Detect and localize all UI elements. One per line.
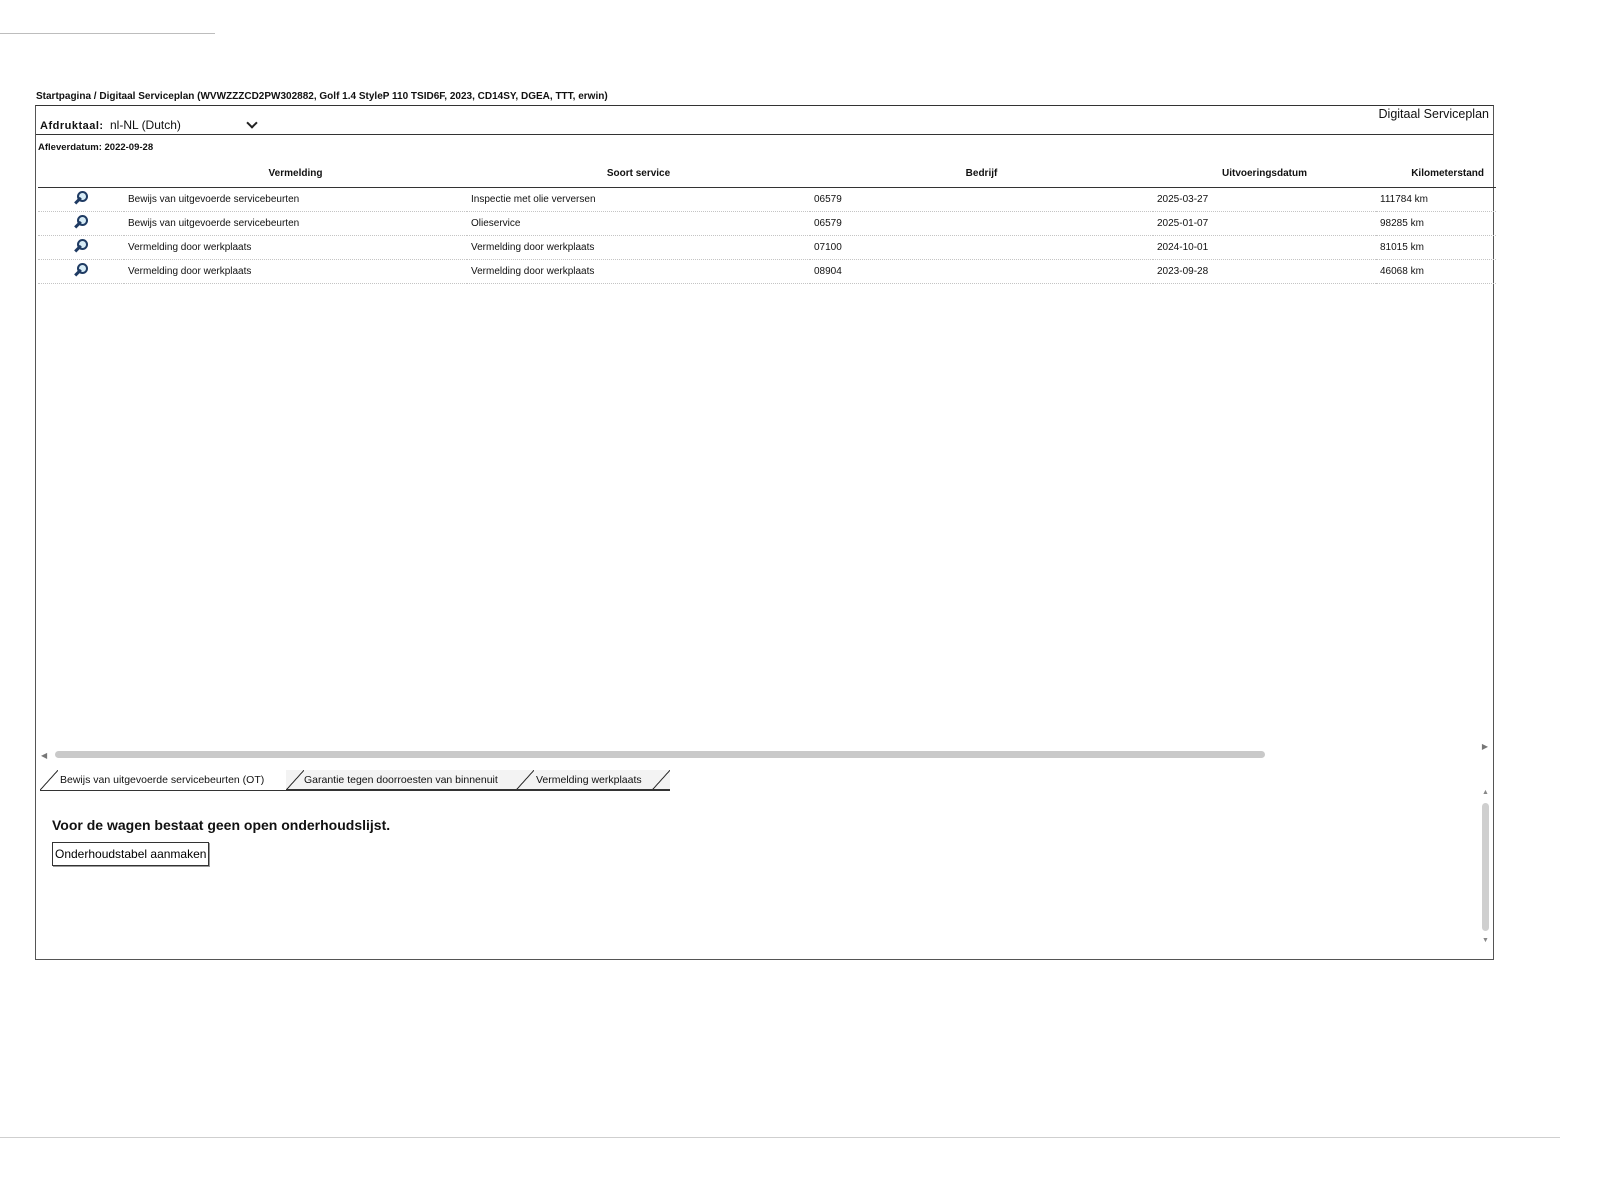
- cell-uitvoeringsdatum: 2025-01-07: [1153, 212, 1376, 236]
- magnifier-icon[interactable]: [73, 262, 89, 278]
- vertical-scrollbar[interactable]: [1481, 789, 1491, 944]
- breadcrumb[interactable]: Startpagina / Digitaal Serviceplan (WVWZZZCD2PW302882, Golf 1.4 StyleP 110 TSID6F, 2023, CD14SY, DGEA, TTT, erwin): [36, 91, 608, 102]
- tab-label: Garantie tegen doorroesten van binnenuit: [304, 774, 498, 786]
- table-row: [38, 188, 1496, 212]
- cell-uitvoeringsdatum: 2024-10-01: [1153, 236, 1376, 260]
- tab-slash-decoration: [516, 770, 534, 790]
- table-row: [38, 260, 1496, 284]
- table-header-row: [38, 160, 1496, 188]
- cell-soort-service: Vermelding door werkplaats: [467, 236, 810, 260]
- cell-bedrijf: 06579: [810, 212, 1153, 236]
- cell-kilometerstand: 46068 km: [1376, 260, 1496, 284]
- print-language-value: nl-NL (Dutch): [110, 118, 181, 132]
- scroll-left-icon[interactable]: ◀: [41, 751, 48, 760]
- cell-uitvoeringsdatum: 2023-09-28: [1153, 260, 1376, 284]
- header-icon-column: [38, 160, 124, 188]
- cell-kilometerstand: 111784 km: [1376, 188, 1496, 212]
- chevron-down-icon: [246, 117, 257, 128]
- cell-bedrijf: 08904: [810, 260, 1153, 284]
- cell-soort-service: Inspectie met olie verversen: [467, 188, 810, 212]
- cell-kilometerstand: 98285 km: [1376, 212, 1496, 236]
- table-row: [38, 236, 1496, 260]
- tab-slash-decoration: [652, 770, 670, 790]
- tab-vermelding-werkplaats[interactable]: [516, 770, 670, 790]
- cell-soort-service: Vermelding door werkplaats: [467, 260, 810, 284]
- row-icon-cell: [38, 188, 124, 212]
- row-icon-cell: [38, 212, 124, 236]
- tab-underline: [40, 790, 670, 791]
- tab-label: Bewijs van uitgevoerde servicebeurten (OT): [60, 774, 265, 786]
- cell-vermelding: Vermelding door werkplaats: [124, 260, 467, 284]
- header-vermelding: Vermelding: [124, 160, 467, 188]
- magnifier-icon[interactable]: [73, 190, 89, 206]
- horizontal-scrollbar[interactable]: [41, 742, 1488, 762]
- scan-edge-line: [0, 33, 215, 34]
- row-icon-cell: [38, 236, 124, 260]
- header-bedrijf: Bedrijf: [810, 160, 1153, 188]
- horizontal-scroll-thumb[interactable]: [55, 751, 1265, 758]
- cell-bedrijf: 06579: [810, 188, 1153, 212]
- delivery-date: Afleverdatum: 2022-09-28: [38, 142, 154, 153]
- scan-edge-line: [0, 1137, 1560, 1138]
- cell-uitvoeringsdatum: 2025-03-27: [1153, 188, 1376, 212]
- service-plan-frame: [35, 105, 1494, 960]
- cell-soort-service: Olieservice: [467, 212, 810, 236]
- row-icon-cell: [38, 260, 124, 284]
- scroll-right-icon[interactable]: ▶: [1481, 742, 1488, 751]
- magnifier-icon[interactable]: [73, 214, 89, 230]
- create-maintenance-table-button[interactable]: Onderhoudstabel aanmaken: [52, 842, 209, 866]
- vertical-scroll-thumb[interactable]: [1482, 803, 1489, 931]
- app-title: Digitaal Serviceplan: [1378, 107, 1489, 121]
- scroll-down-icon[interactable]: ▼: [1482, 937, 1489, 944]
- print-language-select[interactable]: [106, 117, 256, 134]
- header-kilometerstand: Kilometerstand: [1376, 160, 1496, 188]
- tab-slash-decoration: [286, 770, 304, 790]
- cell-bedrijf: 07100: [810, 236, 1153, 260]
- header-soort-service: Soort service: [467, 160, 810, 188]
- print-language-bar: [36, 106, 1493, 135]
- table-row: [38, 212, 1496, 236]
- header-uitvoeringsdatum: Uitvoeringsdatum: [1153, 160, 1376, 188]
- tab-slash-decoration: [40, 770, 58, 790]
- tab-bewijs-servicebeurten[interactable]: [40, 770, 286, 790]
- no-maintenance-list-message: Voor de wagen bestaat geen open onderhoudslijst.: [52, 817, 391, 833]
- cell-kilometerstand: 81015 km: [1376, 236, 1496, 260]
- tab-label: Vermelding werkplaats: [536, 774, 642, 786]
- print-language-label: Afdruktaal:: [40, 120, 104, 132]
- service-history-table: [38, 160, 1496, 284]
- cell-vermelding: Bewijs van uitgevoerde servicebeurten: [124, 188, 467, 212]
- magnifier-icon[interactable]: [73, 238, 89, 254]
- tab-garantie-doorroesten[interactable]: [286, 770, 516, 790]
- scroll-up-icon[interactable]: ▲: [1482, 789, 1489, 796]
- cell-vermelding: Bewijs van uitgevoerde servicebeurten: [124, 212, 467, 236]
- cell-vermelding: Vermelding door werkplaats: [124, 236, 467, 260]
